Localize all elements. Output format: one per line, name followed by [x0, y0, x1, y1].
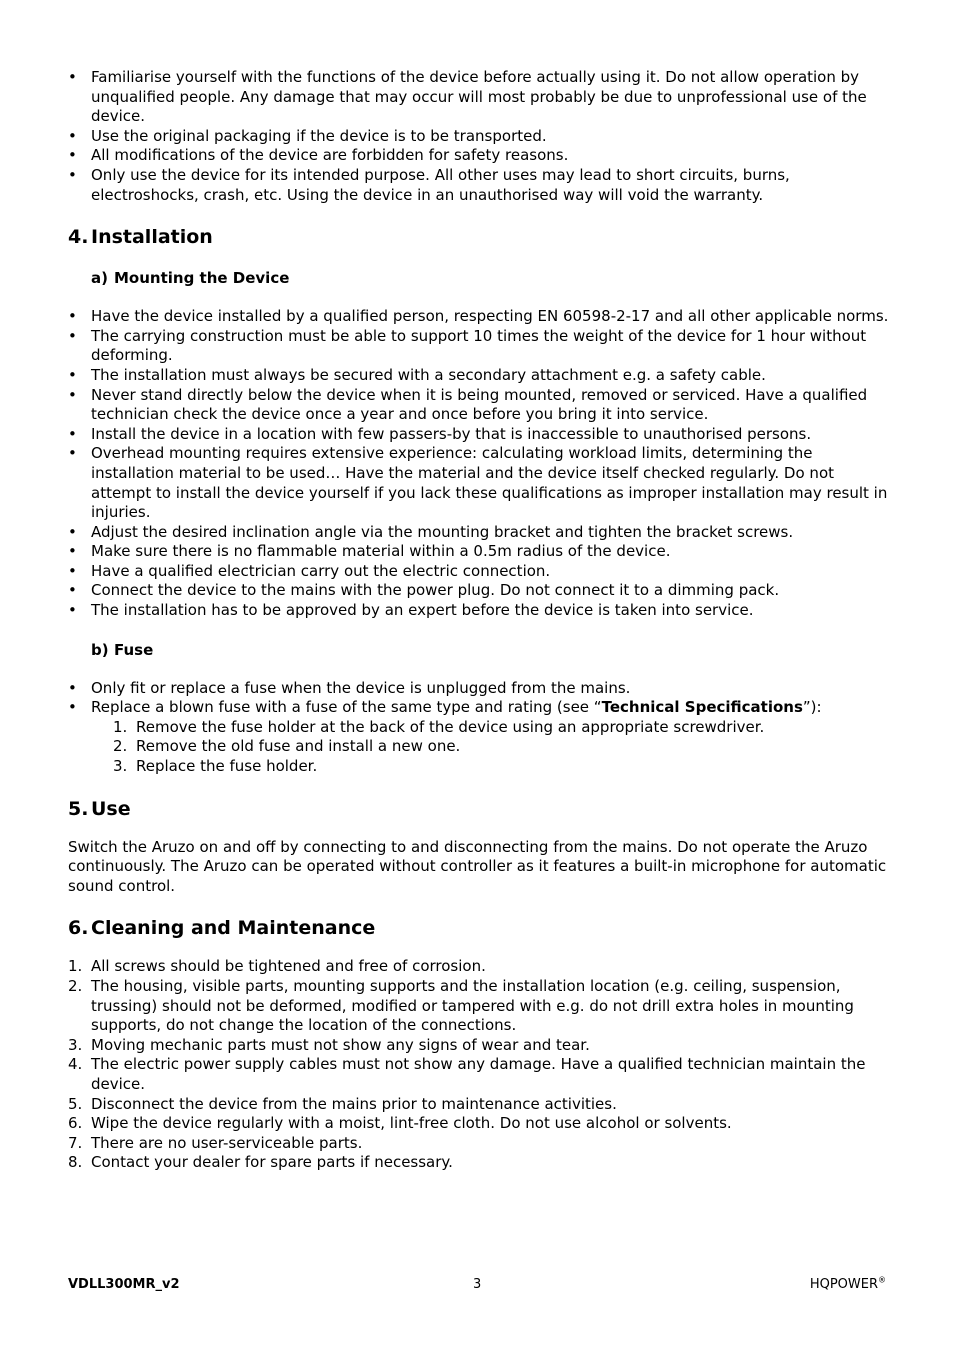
use-paragraph: Switch the Aruzo on and off by connecting to and disconnecting from the mains. Do not operate the Aruzo continuously. The Aruzo can be operated without controller as it features a built-in microphone for automatic sound control. — [68, 837, 887, 895]
list-item — [68, 1036, 890, 1056]
item-text: The electric power supply cables must not show any damage. Have a qualified technician maintain the device. — [91, 1055, 866, 1093]
list-item: • All modifications of the device are forbidden for safety reasons. — [68, 146, 890, 166]
section-title: Use — [91, 797, 131, 820]
list-item: • The carrying construction must be able to support 10 times the weight of the device for 1 hour without deforming. — [68, 327, 890, 366]
list-item: • Have the device installed by a qualified person, respecting EN 60598-2-17 and all other applicable norms. — [68, 307, 890, 327]
step-number: 2. — [113, 737, 128, 756]
step-text: Remove the old fuse and install a new one. — [136, 737, 461, 756]
subsection-label: b) — [91, 640, 109, 659]
step-text: Remove the fuse holder at the back of the device using an appropriate screwdriver. — [136, 717, 765, 736]
footer-brand — [810, 1276, 886, 1294]
list-item — [68, 957, 890, 977]
footer-model: VDLL300MR_v2 — [68, 1277, 180, 1292]
step-text: Replace the fuse holder. — [136, 757, 318, 776]
item-number: 1. — [68, 957, 83, 976]
list-item — [68, 737, 890, 757]
item-text: The housing, visible parts, mounting supports and the installation location (e.g. ceiling, suspension, trussing) should not be deformed, modified or tampered with e.g. do not drill extra holes in mounting supports, do not change the location of the connections. — [91, 977, 854, 1035]
list-item: • Overhead mounting requires extensive experience: calculating workload limits, determining the installation material to be used… Have the material and the device itself checked regularly. Do not attempt to install the device yourself if you lack these qualifications as improper installation may result in injuries. — [68, 444, 890, 522]
list-item — [68, 718, 890, 738]
subsection-title: Mounting the Device — [114, 269, 290, 288]
list-item — [68, 757, 890, 777]
fuse-text-pre: Replace a blown fuse with a fuse of the same type and rating (see “ — [91, 698, 602, 717]
mounting-bullet-list — [68, 307, 890, 621]
registered-mark: ® — [878, 1275, 886, 1285]
step-number: 3. — [113, 757, 128, 776]
item-number: 5. — [68, 1094, 83, 1113]
list-item — [68, 1153, 890, 1173]
list-item — [68, 1055, 890, 1094]
section-heading-installation — [68, 225, 890, 249]
list-item: • Only fit or replace a fuse when the device is unplugged from the mains. — [68, 679, 890, 699]
list-item: • Adjust the desired inclination angle via the mounting bracket and tighten the bracket screws. — [68, 523, 890, 543]
list-item: • Only use the device for its intended purpose. All other uses may lead to short circuits, burns, electroshocks, crash, etc. Using the device in an unauthorised way will void the warranty. — [68, 166, 890, 205]
item-text: Wipe the device regularly with a moist, lint-free cloth. Do not use alcohol or solvents. — [91, 1114, 732, 1133]
list-item: • Install the device in a location with few passers-by that is inaccessible to unauthorised persons. — [68, 425, 890, 445]
item-text: There are no user-serviceable parts. — [91, 1133, 363, 1152]
list-item: • Never stand directly below the device when it is being mounted, removed or serviced. Have a qualified technician check the device once a year and once before you bring it into service. — [68, 386, 890, 425]
list-item — [68, 1114, 890, 1134]
section-title: Cleaning and Maintenance — [91, 917, 376, 940]
list-item: • Connect the device to the mains with the power plug. Do not connect it to a dimming pack. — [68, 581, 890, 601]
item-number: 8. — [68, 1153, 83, 1172]
item-number: 3. — [68, 1035, 83, 1054]
item-text: Contact your dealer for spare parts if necessary. — [91, 1153, 453, 1172]
footer-page-number: 3 — [473, 1277, 482, 1292]
item-number: 6. — [68, 1114, 83, 1133]
page-footer — [68, 1276, 886, 1294]
technical-specifications-reference: Technical Specifications — [601, 698, 803, 717]
section-number: 4. — [68, 226, 89, 249]
brand-name: HQPOWER — [809, 1277, 878, 1292]
fuse-bullet-list — [68, 679, 890, 718]
list-item — [68, 1095, 890, 1115]
subsection-label: a) — [91, 269, 108, 288]
section-title: Installation — [91, 226, 213, 249]
subsection-heading-fuse — [91, 640, 890, 660]
item-text: Moving mechanic parts must not show any signs of wear and tear. — [91, 1035, 590, 1054]
list-item — [68, 1134, 890, 1154]
intro-bullet-list — [68, 68, 890, 205]
section-heading-cleaning — [68, 916, 890, 940]
item-text: All screws should be tightened and free of corrosion. — [91, 957, 486, 976]
list-item: • Familiarise yourself with the functions of the device before actually using it. Do not allow operation by unqualified people. Any damage that may occur will most probably be due to unprofessional use of the device. — [68, 68, 890, 127]
section-number: 5. — [68, 797, 89, 820]
list-item: • Use the original packaging if the device is to be transported. — [68, 127, 890, 147]
list-item: • The installation has to be approved by an expert before the device is taken into service. — [68, 601, 890, 621]
section-heading-use — [68, 797, 890, 821]
list-item: • Have a qualified electrician carry out the electric connection. — [68, 562, 890, 582]
list-item: • The installation must always be secured with a secondary attachment e.g. a safety cable. — [68, 366, 890, 386]
document-body — [68, 68, 890, 1173]
list-item: • Make sure there is no flammable material within a 0.5m radius of the device. — [68, 542, 890, 562]
section-number: 6. — [68, 917, 89, 940]
fuse-text-post: ”): — [802, 698, 822, 717]
item-number: 7. — [68, 1133, 83, 1152]
list-item — [68, 698, 890, 718]
fuse-steps-list — [68, 718, 890, 777]
item-number: 2. — [68, 977, 83, 995]
step-number: 1. — [113, 717, 128, 736]
list-item — [68, 977, 890, 1036]
item-number: 4. — [68, 1055, 83, 1074]
subsection-heading-mounting — [91, 268, 890, 288]
cleaning-list — [68, 957, 890, 1173]
subsection-title: Fuse — [114, 640, 154, 659]
item-text: Disconnect the device from the mains prior to maintenance activities. — [91, 1094, 617, 1113]
